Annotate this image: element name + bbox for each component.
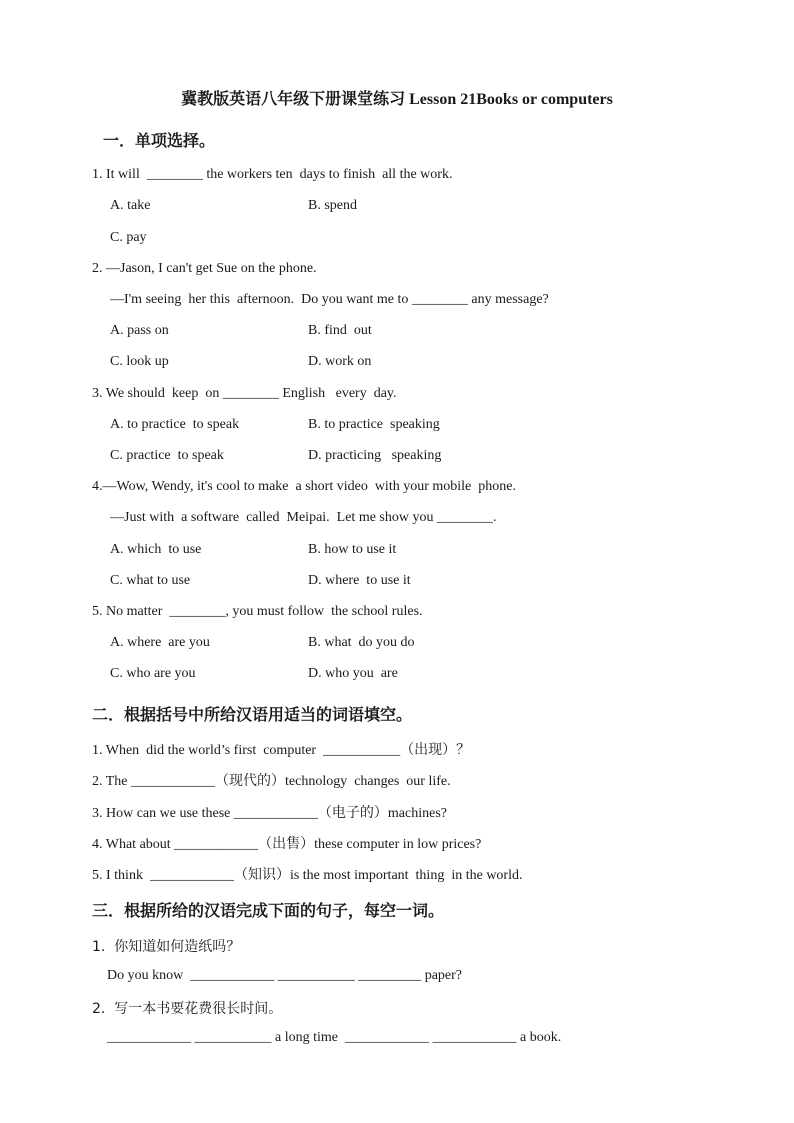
q3-option-d: D. practicing speaking [308, 448, 442, 463]
question-1-stem: 1. It will ________ the workers ten days to finish all the work. [92, 167, 453, 182]
q4-option-b: B. how to use it [308, 542, 397, 557]
page-title: 冀教版英语八年级下册课堂练习 Lesson 21Books or computers [181, 91, 613, 108]
q2-option-a: A. pass on [110, 323, 169, 338]
q1-option-a: A. take [110, 198, 151, 213]
translate-1-chinese: 1. 你知道如何造纸吗？ [92, 939, 241, 955]
q1-option-b: B. spend [308, 198, 357, 213]
fill-item-3: 3. How can we use these ____________（电子的）machines? [92, 806, 447, 821]
q1-option-c: C. pay [110, 230, 147, 245]
q2-option-c: C. look up [110, 354, 169, 369]
question-4-stem-2: —Just with a software called Meipai. Let me show you ________. [110, 510, 497, 525]
fill-item-2: 2. The ____________（现代的）technology changes our life. [92, 774, 451, 789]
section-heading-2: 二．根据括号中所给汉语用适当的词语填空。 [92, 705, 413, 724]
fill-item-4: 4. What about ____________（出售）these computer in low prices? [92, 837, 482, 852]
question-2-stem-2: —I'm seeing her this afternoon. Do you want me to ________ any message? [110, 292, 549, 307]
q2-option-d: D. work on [308, 354, 372, 369]
question-2-stem: 2. —Jason, I can't get Sue on the phone. [92, 261, 317, 276]
translate-2-english: ____________ ___________ a long time ____________ ____________ a book. [107, 1030, 562, 1045]
translate-2-chinese: 2. 写一本书要花费很长时间。 [92, 1001, 283, 1017]
question-3-stem: 3. We should keep on ________ English every day. [92, 386, 397, 401]
fill-item-1: 1. When did the world’s first computer ___________（出现）？ [92, 743, 471, 758]
q2-option-b: B. find out [308, 323, 372, 338]
q4-option-a: A. which to use [110, 542, 202, 557]
q3-option-b: B. to practice speaking [308, 417, 440, 432]
q5-option-c: C. who are you [110, 666, 196, 681]
q3-option-a: A. to practice to speak [110, 417, 240, 432]
q3-option-c: C. practice to speak [110, 448, 224, 463]
q5-option-d: D. who you are [308, 666, 398, 681]
fill-item-5: 5. I think ____________（知识）is the most important thing in the world. [92, 868, 523, 883]
q4-option-d: D. where to use it [308, 573, 411, 588]
translate-1-english: Do you know ____________ ___________ _________ paper? [107, 968, 463, 983]
section-heading-3: 三．根据所给的汉语完成下面的句子，每空一词。 [92, 901, 445, 920]
q5-option-b: B. what do you do [308, 635, 415, 650]
section-heading-1: 一．单项选择。 [103, 131, 216, 150]
question-5-stem: 5. No matter ________, you must follow the school rules. [92, 604, 423, 619]
question-4-stem: 4.—Wow, Wendy, it's cool to make a short video with your mobile phone. [92, 479, 516, 494]
q5-option-a: A. where are you [110, 635, 210, 650]
q4-option-c: C. what to use [110, 573, 191, 588]
